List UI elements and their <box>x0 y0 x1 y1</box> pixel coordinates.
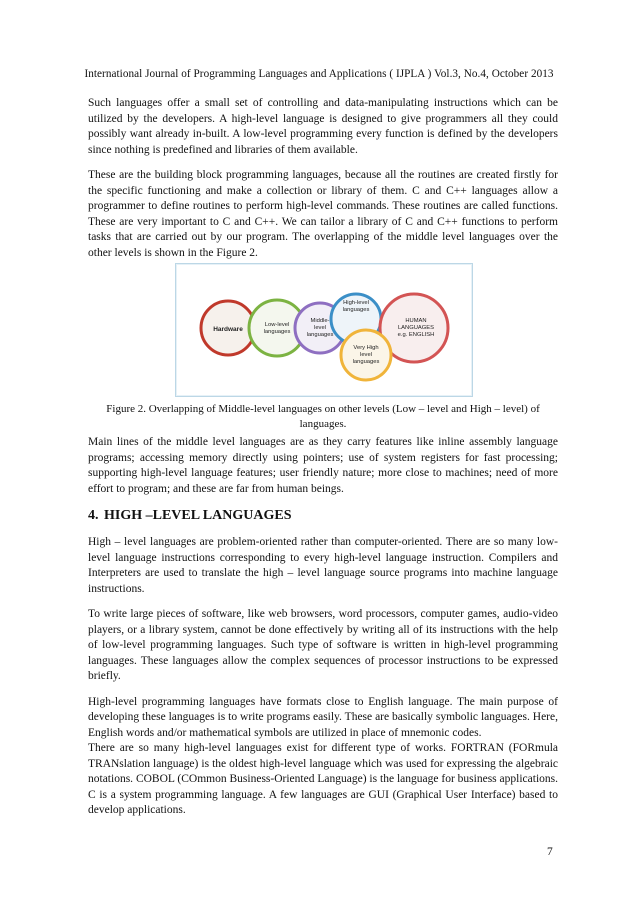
paragraph: High – level languages are problem-oriented rather than computer-oriented. There are so many low-level language instructions corresponding to every high-level language instruction. Compilers and Interpreters are used to translate the high – level language source programs into machine language instructions. <box>88 536 558 595</box>
paragraph: Such languages offer a small set of controlling and data-manipulating instructions which can be utilized by the developers. A high-level language is designed to give programmers all they could possibly want already in-built. A low-level programming every function is defined by the developers since nothing is predefined and libraries of them available. <box>88 97 558 156</box>
overlap-diagram <box>176 264 472 396</box>
journal-header: International Journal of Programming Languages and Applications ( IJPLA ) Vol.3, No.4, October 2013 <box>84 68 554 80</box>
figure-2-diagram <box>175 263 473 397</box>
page-number: 7 <box>547 846 553 858</box>
human-languages-label: HUMAN LANGUAGES e.g. ENGLISH <box>397 318 435 338</box>
middle-text <box>88 435 558 507</box>
section-text <box>88 535 558 829</box>
middle-level-label: Middle-level languages <box>306 318 334 338</box>
paragraph: These are the building block programming languages, because all the routines are created firstly for the specific functioning and make a collection or library of them. C and C++ languages allow a programmer to define routines to perform high-level commands. These routines are called functions. These are very important to C and C++. We can tailor a library of C and C++ functions to perform tasks that are carried out by our program. The overlapping of the middle level languages over the other levels is shown in the Figure 2. <box>88 169 558 259</box>
high-level-label: High-level languages <box>342 300 370 313</box>
figure-caption: Figure 2. Overlapping of Middle-level languages on other levels (Low – level and High – level) of languages. <box>106 403 540 430</box>
paragraph: Main lines of the middle level languages are as they carry features like inline assembly language programs; accessing memory directly using pointers; use of system registers for fast processing; supporting high-level language features; user friendly nature; more close to machines; need of more effort to program; and these are far from human beings. <box>88 436 558 495</box>
section-title: HIGH –LEVEL LANGUAGES <box>104 508 292 523</box>
low-level-label: Low-level languages <box>263 322 291 335</box>
very-high-level-label: Very High level languages <box>352 345 380 365</box>
section-heading <box>88 508 292 524</box>
intro-text <box>88 96 558 271</box>
paragraph: High-level programming languages have formats close to English language. The main purpose of developing these languages is to write programs easily. These are basically symbolic languages. Here, English words and/or mathematical symbols are utilized in place of mnemonic codes. <box>88 695 558 739</box>
paragraph: To write large pieces of software, like web browsers, word processors, computer games, audio-video players, or a library system, cannot be done effectively by writing all of its instructions with the help of low-level programming languages. Such type of software is written in high-level programming languages. These languages allow the complex sequences of processor instructions to be expressed briefly. <box>88 608 558 682</box>
section-number: 4. <box>88 508 99 523</box>
paragraph: There are so many high-level languages exist for different type of works. FORTRAN (FORmula TRANslation language) is the oldest high-level language which was used for expressing the algebraic notations. COBOL (COmmon Business-Oriented Language) is the language for business applications. C is a system programming language. A few languages are GUI (Graphical User Interface) based to develop applications. <box>88 742 558 816</box>
hardware-label: Hardware <box>213 326 243 333</box>
